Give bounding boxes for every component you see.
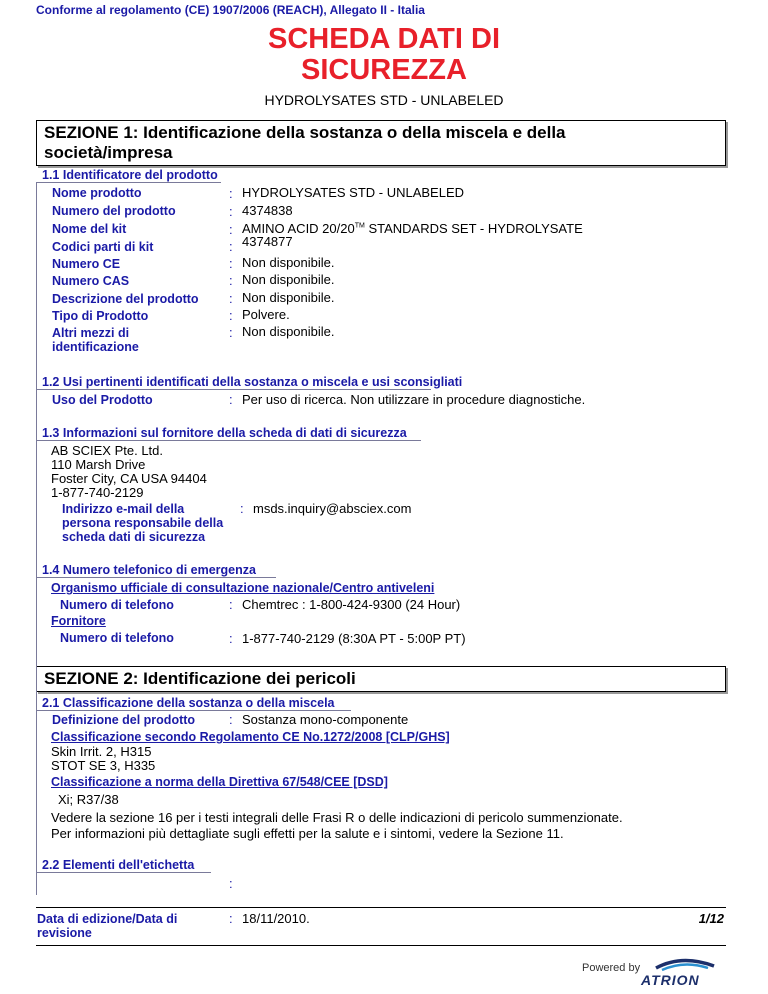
value-altri-mezzi: Non disponibile. [242,324,335,339]
clp-line-2: STOT SE 3, H335 [51,758,156,773]
divider [36,577,276,578]
colon: : [229,204,233,219]
supplier-city: Foster City, CA USA 94404 [51,471,207,486]
value-definizione: Sostanza mono-componente [242,712,409,727]
value-descrizione: Non disponibile. [242,290,335,305]
atrion-brand: ATRION [641,972,700,988]
left-rule [36,182,37,895]
divider [36,182,221,183]
footer-rule-bottom [36,945,726,946]
value-uso-prodotto: Per uso di ricerca. Non utilizzare in procedure diagnostiche. [242,392,586,407]
colon: : [229,712,233,727]
label-email-2: persona responsabile della [62,516,224,530]
section1-title-line2: società/impresa [44,143,173,162]
footer-date-value: 18/11/2010. [242,911,310,926]
divider [36,710,351,711]
section1-title [36,120,726,166]
emergency-org-heading: Organismo ufficiale di consultazione nazionale/Centro antiveleni [51,581,435,595]
label-nome-kit: Nome del kit [52,222,127,236]
note-sezione-16: Vedere la sezione 16 per i testi integrali delle Frasi R o delle indicazioni di pericolo summenzionate. [51,810,623,825]
divider [36,389,431,390]
colon: : [229,876,233,891]
label-email-3: scheda dati di sicurezza [62,530,206,544]
supplier-name: AB SCIEX Pte. Ltd. [51,443,163,458]
label-definizione: Definizione del prodotto [52,713,196,727]
colon: : [229,239,233,254]
trademark-sup: TM [354,222,365,230]
colon: : [229,186,233,201]
supplier-phone: 1-877-740-2129 [51,485,144,500]
colon: : [229,631,233,646]
document-title-line2: SICUREZZA [301,54,467,86]
powered-by-text: Powered by [582,962,641,974]
label-numero-prodotto: Numero del prodotto [52,204,176,218]
value-tipo-prodotto: Polvere. [242,307,290,322]
value-numero-ce: Non disponibile. [242,255,335,270]
supplier-street: 110 Marsh Drive [51,457,146,472]
label-telefono-1: Numero di telefono [60,598,174,612]
colon: : [229,222,233,237]
value-numero-cas: Non disponibile. [242,272,335,287]
label-nome-prodotto: Nome prodotto [52,186,142,200]
label-email-1: Indirizzo e-mail della [62,502,185,516]
footer-date-label-2: revisione [37,926,92,940]
label-telefono-2: Numero di telefono [60,631,174,645]
colon: : [229,273,233,288]
label-numero-cas: Numero CAS [52,274,130,288]
divider [36,440,421,441]
label-codici-kit: Codici parti di kit [52,240,154,254]
kit-name-main: AMINO ACID 20/20 [242,221,355,236]
section2-title: SEZIONE 2: Identificazione dei pericoli [36,666,726,692]
colon: : [229,291,233,306]
colon: : [229,392,233,407]
colon: : [229,597,233,612]
value-numero-prodotto: 4374838 [242,203,293,218]
kit-name-suffix: STANDARDS SET - HYDROLYSATE [364,221,583,236]
colon: : [229,911,233,926]
subsection-2-1-heading: 2.1 Classificazione della sostanza o della miscela [42,696,335,710]
subsection-2-2-heading: 2.2 Elementi dell'etichetta [42,858,195,872]
subsection-1-3-heading: 1.3 Informazioni sul fornitore della scheda di dati di sicurezza [42,426,407,440]
value-codici-kit: 4374877 [242,234,293,249]
value-telefono-2: 1-877-740-2129 (8:30A PT - 5:00P PT) [242,631,466,646]
document-title-line1: SCHEDA DATI DI [268,23,500,55]
colon: : [229,256,233,271]
label-altri-mezzi-1: Altri mezzi di [52,326,130,340]
value-nome-kit [242,221,583,236]
colon: : [229,308,233,323]
supplier-heading: Fornitore [51,614,106,628]
section1-title-line1: SEZIONE 1: Identificazione della sostanza o della miscela e della [44,123,566,142]
conformity-note: Conforme al regolamento (CE) 1907/2006 (REACH), Allegato II - Italia [36,3,425,17]
label-uso-prodotto: Uso del Prodotto [52,393,153,407]
colon: : [229,325,233,340]
subsection-1-2-heading: 1.2 Usi pertinenti identificati della sostanza o miscela e usi sconsigliati [42,375,463,389]
dsd-heading: Classificazione a norma della Direttiva 67/548/CEE [DSD] [51,775,388,789]
divider [36,872,211,873]
colon: : [240,501,244,516]
dsd-line: Xi; R37/38 [58,792,119,807]
subsection-1-1-heading: 1.1 Identificatore del prodotto [42,168,218,182]
label-numero-ce: Numero CE [52,257,121,271]
value-telefono-1: Chemtrec : 1-800-424-9300 (24 Hour) [242,597,461,612]
footer-date-label-1: Data di edizione/Data di [37,912,178,926]
note-sezione-11: Per informazioni più dettagliate sugli effetti per la salute e i sintomi, vedere la Sezione 11. [51,826,564,841]
subsection-1-4-heading: 1.4 Numero telefonico di emergenza [42,563,256,577]
footer-rule [36,907,726,908]
label-altri-mezzi-2: identificazione [52,340,139,354]
clp-line-1: Skin Irrit. 2, H315 [51,744,152,759]
header-product-name: HYDROLYSATES STD - UNLABELED [264,92,504,108]
value-nome-prodotto: HYDROLYSATES STD - UNLABELED [242,185,465,200]
value-email[interactable]: msds.inquiry@absciex.com [253,501,412,516]
clp-heading: Classificazione secondo Regolamento CE No.1272/2008 [CLP/GHS] [51,730,450,744]
label-descrizione: Descrizione del prodotto [52,292,199,306]
page-number: 1/12 [698,911,724,926]
label-tipo-prodotto: Tipo di Prodotto [52,309,149,323]
